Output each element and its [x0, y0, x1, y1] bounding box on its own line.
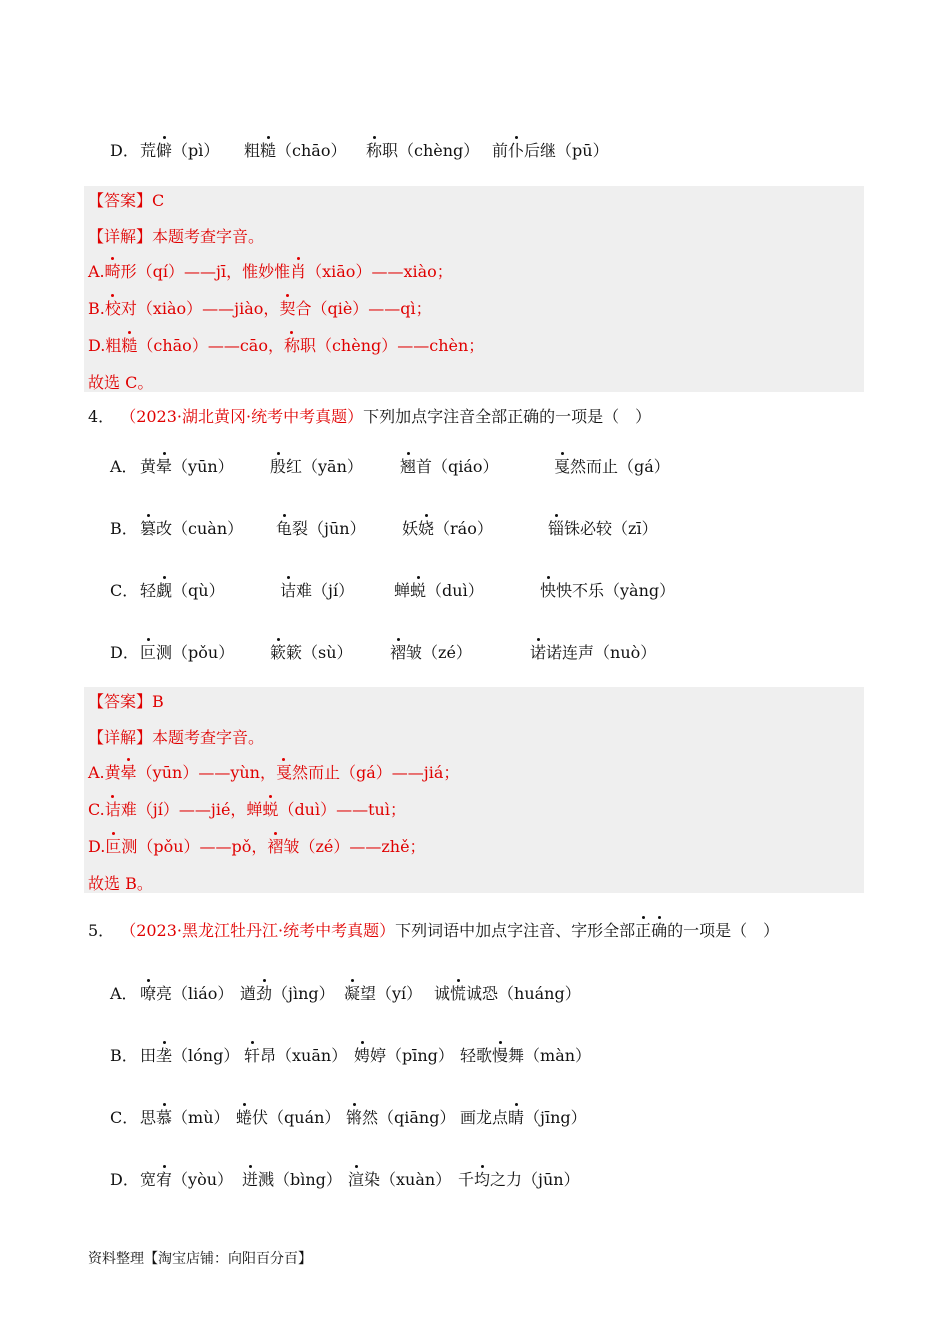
option-label: D．: [110, 141, 139, 160]
question-5-stem: 5． （2023·黑龙江牡丹江·统考中考真题）下列词语中加点字注音、字形全部正确的一项是（ ）: [88, 921, 780, 940]
page-footer: 资料整理【淘宝店铺：向阳百分百】: [88, 1251, 312, 1267]
option-item: 诘难（jí）: [280, 581, 355, 600]
explanation-line: A.畸形（qí）——jī，惟妙惟肖（xiāo）——xiào；: [88, 262, 453, 281]
option-item: 龟裂（jūn）: [276, 519, 366, 538]
explanation-line: A.黄晕（yūn）——yùn，戛然而止（gá）——jiá；: [88, 763, 460, 782]
option-item: 轩昂（xuān）: [244, 1046, 348, 1065]
answer-box-q3: [84, 186, 864, 392]
option-item: 轻觑（qù）: [140, 581, 225, 600]
option-item: 锵然（qiāng）: [346, 1108, 456, 1127]
answer-box-q4: [84, 687, 864, 893]
explanation-line: C.诘难（jí）——jié，蝉蜕（duì）——tuì；: [88, 800, 406, 819]
option-item: 叵测（pǒu）: [140, 643, 235, 662]
option-d-top: [110, 140, 139, 162]
question-source: （2023·黑龙江牡丹江·统考中考真题）: [128, 921, 396, 940]
option-item: 遒劲（jìng）: [240, 984, 335, 1003]
option-item: 殷红（yān）: [270, 457, 363, 476]
option-item: 诺诺连声（nuò）: [530, 643, 657, 662]
option-label: A．: [110, 984, 138, 1003]
option-item: 篡改（cuàn）: [140, 519, 244, 538]
conclusion: 故选 C。: [88, 373, 154, 392]
option-item: 蝉蜕（duì）: [394, 581, 484, 600]
option-item: 称职（chèng）: [366, 141, 480, 160]
option-item: 戛然而止（gá）: [554, 457, 670, 476]
option-label: B．: [110, 519, 138, 538]
option-item: 田垄（lóng）: [140, 1046, 240, 1065]
option-item: 翘首（qiáo）: [400, 457, 499, 476]
option-item: 凝望（yí）: [344, 984, 423, 1003]
option-label: D．: [110, 643, 139, 662]
option-item: 千均之力（jūn）: [458, 1170, 580, 1189]
answer-label: 【答案】B: [88, 692, 164, 711]
option-label: B．: [110, 1046, 138, 1065]
option-item: 荒僻（pì）: [140, 141, 220, 160]
option-item: 轻歌慢舞（màn）: [460, 1046, 592, 1065]
option-item: 思慕（mù）: [140, 1108, 230, 1127]
answer-label: 【答案】C: [88, 191, 165, 210]
option-item: 蜷伏（quán）: [236, 1108, 341, 1127]
option-label: D．: [110, 1170, 139, 1189]
option-label: C．: [110, 1108, 139, 1127]
explanation-line: D.粗糙（chāo）——cāo，称职（chèng）——chèn；: [88, 336, 485, 355]
option-item: 诚慌诚恐（huáng）: [434, 984, 581, 1003]
option-item: 画龙点睛（jīng）: [460, 1108, 587, 1127]
option-item: 嘹亮（liáo）: [140, 984, 234, 1003]
option-item: 粗糙（chāo）: [244, 141, 347, 160]
detail-label: 【详解】本题考查字音。: [88, 728, 265, 747]
option-item: 簌簌（sù）: [270, 643, 353, 662]
option-item: 褶皱（zé）: [390, 643, 472, 662]
explanation-line: D.叵测（pǒu）——pǒ，褶皱（zé）——zhě；: [88, 837, 426, 856]
explanation-line: B.校对（xiào）——jiào，契合（qiè）——qì；: [88, 299, 432, 318]
conclusion: 故选 B。: [88, 874, 153, 893]
option-label: C．: [110, 581, 139, 600]
option-item: 怏怏不乐（yàng）: [540, 581, 676, 600]
option-item: 渲染（xuàn）: [348, 1170, 452, 1189]
option-item: 宽宥（yòu）: [140, 1170, 234, 1189]
option-item: 锱铢必较（zī）: [548, 519, 658, 538]
option-item: 迸溅（bìng）: [242, 1170, 342, 1189]
option-item: 妖娆（ráo）: [402, 519, 493, 538]
option-label: A．: [110, 457, 138, 476]
option-item: 娉婷（pīng）: [354, 1046, 454, 1065]
question-source: （2023·湖北黄冈·统考中考真题）: [128, 407, 364, 426]
option-item: 前仆后继（pū）: [492, 141, 609, 160]
option-item: 黄晕（yūn）: [140, 457, 234, 476]
detail-label: 【详解】本题考查字音。: [88, 227, 265, 246]
question-4-stem: 4． （2023·湖北黄冈·统考中考真题）下列加点字注音全部正确的一项是（ ）: [88, 407, 652, 426]
